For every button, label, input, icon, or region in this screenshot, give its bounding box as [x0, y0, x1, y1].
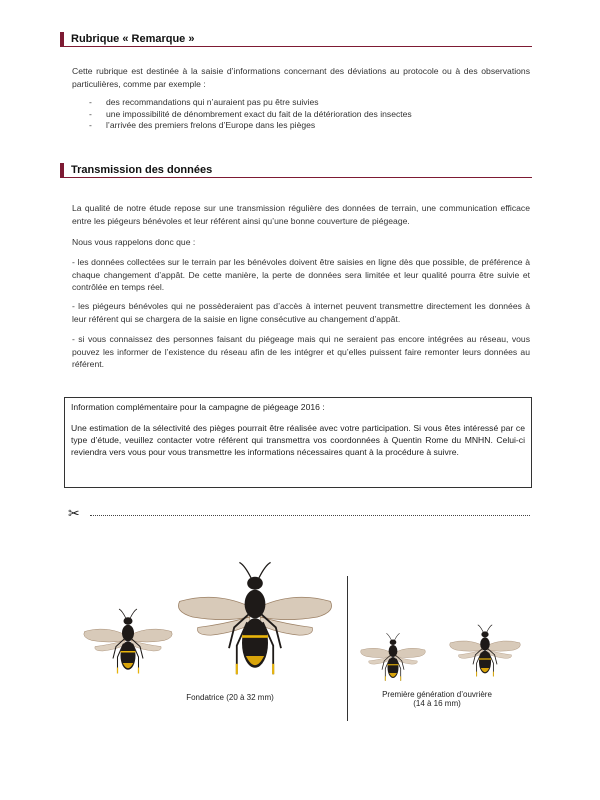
list-item: - des recommandations qui n’auraient pas pu être suivies	[89, 97, 319, 107]
dotted-cut-line	[90, 515, 530, 516]
cut-line	[68, 505, 530, 522]
section-heading-transmission: Transmission des données	[60, 163, 532, 178]
info-box	[64, 397, 532, 488]
transmission-paragraph-4: - les piégeurs bénévoles qui ne possèderaient pas d’accès à internet peuvent transmettre directement les données à leur référent qui se chargera de la saisie en ligne consécutive au changement d’appât.	[72, 301, 530, 324]
info-box-body: Une estimation de la sélectivité des pièges pourrait être réalisée avec votre participation. Si vous êtes intéressé par ce type d’étude, veuillez contacter votre référent qui transmettra vos coordonnées à Quentin Rome du MNHN. Celui-ci reviendra vers vous pour vous transmettre les informations nécessaires quant à la procédure à suivre.	[71, 423, 525, 457]
info-box-title: Information complémentaire pour la campagne de piégeage 2016 :	[71, 402, 325, 412]
transmission-paragraph-2: Nous vous rappelons donc que :	[72, 237, 196, 247]
hornet-worker-1	[393, 662, 394, 663]
transmission-paragraph-1: La qualité de notre étude repose sur une transmission régulière des données de terrain, une communication efficace entre les piégeurs bénévoles et leur référent ainsi qu’une bonne couverture de piégeage.	[72, 203, 530, 226]
caption-fondatrice: Fondatrice (20 à 32 mm)	[186, 693, 274, 702]
caption-ouvriere-line2: (14 à 16 mm)	[413, 699, 461, 708]
section-heading-remarque: Rubrique « Remarque »	[60, 32, 532, 47]
transmission-paragraph-5: - si vous connaissez des personnes faisant du piégeage mais qui ne seraient pas encore intégrées au réseau, vous pouvez les informer de l’existence du réseau afin de les intégrer et qu’elles puissent faire remonter leurs données au référent.	[72, 334, 530, 369]
scissors-icon: ✂	[68, 505, 80, 521]
hornet-worker-2	[485, 656, 486, 657]
hornet-small-left	[128, 648, 129, 649]
figure-divider	[347, 576, 348, 721]
list-item: - l’arrivée des premiers frelons d’Europe dans les pièges	[89, 120, 316, 130]
remarque-intro: Cette rubrique est destinée à la saisie d’informations concernant des déviations au protocole ou à des observations particulières, comme par exemple :	[72, 66, 530, 89]
remarque-bullet-list	[72, 97, 530, 132]
caption-ouvriere-line1: Première génération d’ouvrière	[382, 690, 492, 699]
caption-ouvriere	[362, 690, 512, 708]
transmission-paragraph-3: - les données collectées sur le terrain par les bénévoles doivent être saisies en ligne dès que possible, de préférence à chaque changement d’appât. De cette manière, la perte de données sera limitée et leur qualité pourra être suivie et contrôlée en temps réel.	[72, 257, 530, 292]
list-item: - une impossibilité de dénombrement exact du fait de la détérioration des insectes	[89, 108, 412, 119]
hornet-large-queen	[255, 630, 256, 631]
